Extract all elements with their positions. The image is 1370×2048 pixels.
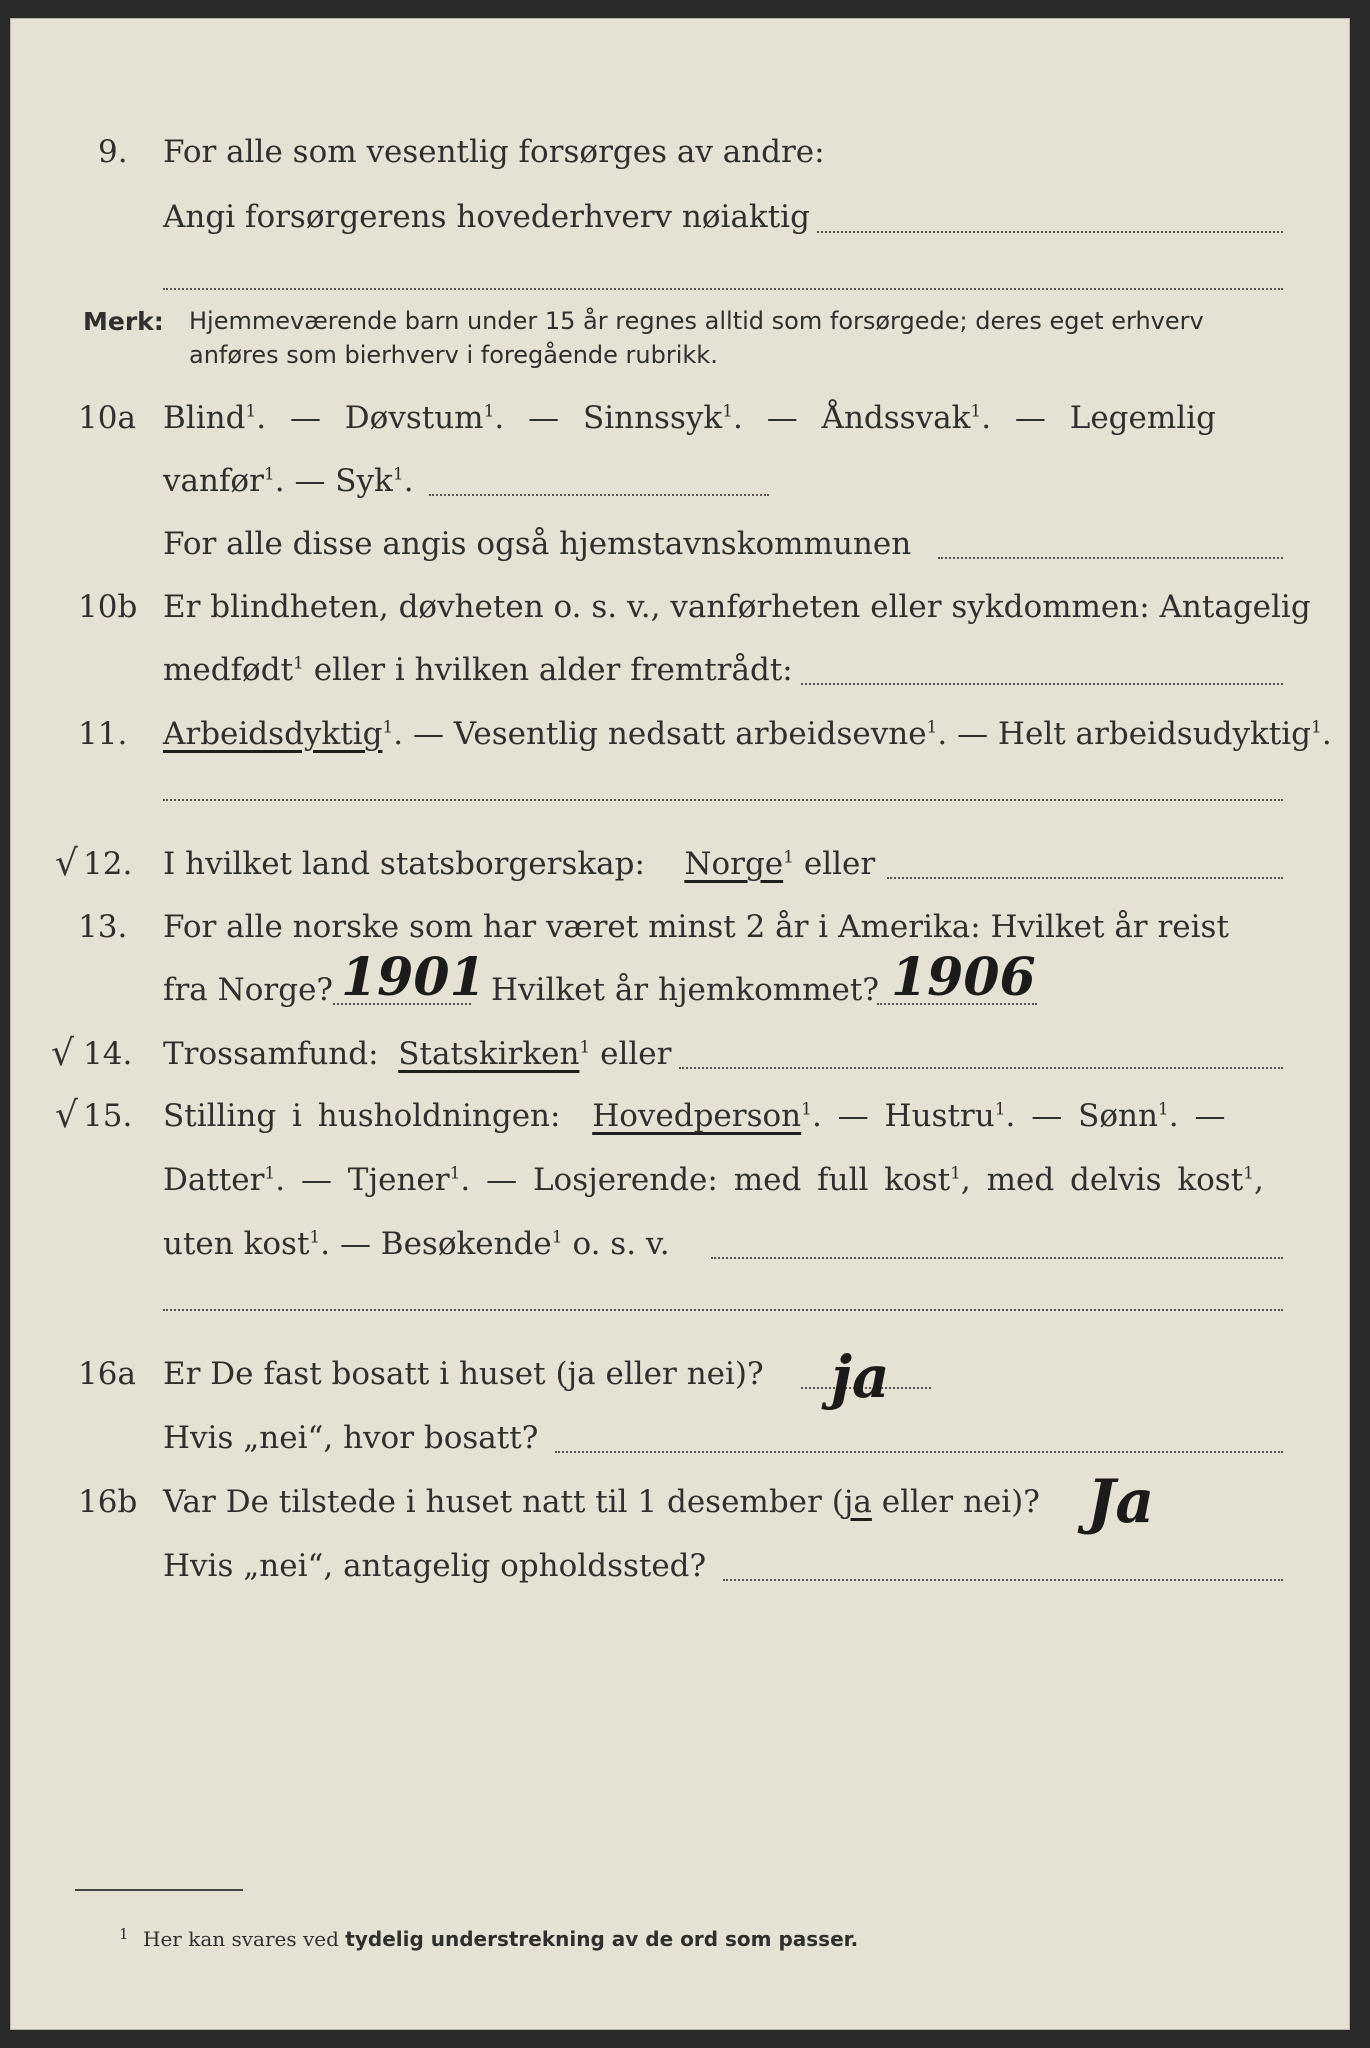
item-number-12: 12.: [83, 846, 133, 882]
merk-line2: anføres som bierhverv i foregående rubrikk.: [189, 341, 718, 369]
item-number-16b: 16b: [78, 1484, 138, 1520]
check-mark-q15: √: [55, 1095, 78, 1136]
item-number-15: 15.: [83, 1098, 133, 1134]
handwritten-1906: 1906: [891, 947, 1036, 1008]
q16b-opholdssted-line[interactable]: [723, 1579, 1283, 1581]
q15-line1: Stilling i husholdningen: Hovedperson$^1$. — Hustru$^1$. — Sønn$^1$. —: [163, 1098, 1226, 1134]
check-mark-q12: √: [55, 843, 78, 884]
item-number-13: 13.: [78, 909, 128, 945]
q12-answer-line[interactable]: [887, 877, 1283, 879]
handwritten-ja-16a: ja: [831, 1343, 890, 1411]
q10a-hjemstavn-line[interactable]: [938, 557, 1283, 559]
q15-answer-line[interactable]: [711, 1257, 1283, 1259]
item-number-14: 14.: [83, 1036, 133, 1072]
q13-line2a: fra Norge?: [163, 972, 334, 1008]
q10b-answer-line[interactable]: [801, 683, 1283, 685]
q10b-line1: Er blindheten, døvheten o. s. v., vanførheten eller sykdommen: Antagelig: [163, 589, 1311, 625]
q12-norge-underlined: Norge: [684, 846, 784, 882]
q16b-line1: Var De tilstede i huset natt til 1 desember (ja eller nei)?: [163, 1484, 1040, 1520]
q15-answer-line-2[interactable]: [163, 1309, 1283, 1311]
q16a-bosatt-line[interactable]: [555, 1451, 1283, 1453]
q12-line: I hvilket land statsborgerskap: Norge$^1$ eller: [163, 846, 876, 882]
handwritten-1901: 1901: [341, 947, 486, 1008]
merk-label: Merk:: [83, 307, 164, 336]
q16a-line1: Er De fast bosatt i huset (ja eller nei)?: [163, 1356, 764, 1392]
q16b-ja-underlined: ja: [843, 1484, 872, 1520]
item-number-16a: 16a: [78, 1356, 136, 1392]
q13-line1: For alle norske som har været minst 2 år i Amerika: Hvilket år reist: [163, 909, 1229, 945]
check-mark-q14: √: [51, 1033, 74, 1074]
q9-line1: For alle som vesentlig forsørges av andre:: [163, 134, 825, 170]
q10a-line2: vanfør$^1$. — Syk$^1$.: [163, 463, 414, 499]
q14-answer-line[interactable]: [679, 1067, 1283, 1069]
q14-line: Trossamfund: Statskirken$^1$ eller: [163, 1036, 672, 1072]
footnote-text: Her kan svares ved tydelig understrekning av de ord som passer.: [143, 1927, 859, 1951]
q9-answer-line[interactable]: [817, 231, 1283, 233]
q14-statskirken-underlined: Statskirken: [398, 1036, 580, 1072]
census-form-page: [10, 18, 1350, 2030]
q10a-line3: For alle disse angis også hjemstavnskommunen: [163, 526, 912, 562]
q13-line2b: Hvilket år hjemkommet?: [491, 972, 879, 1008]
q10a-line1: Blind$^1$. — Døvstum$^1$. — Sinnssyk$^1$. — Åndssvak$^1$. — Legemlig: [163, 400, 1216, 436]
item-number-10a: 10a: [78, 400, 136, 436]
q11-options: Arbeidsdyktig$^1$. — Vesentlig nedsatt arbeidsevne$^1$. — Helt arbeidsudyktig$^1$.: [163, 716, 1332, 752]
handwritten-ja-16b: Ja: [1087, 1467, 1155, 1537]
item-number-11: 11.: [78, 716, 128, 752]
q9-line2: Angi forsørgerens hovederhverv nøiaktig: [163, 199, 810, 235]
q11-arbeidsdyktig-underlined: Arbeidsdyktig: [163, 716, 383, 752]
q15-line2: Datter$^1$. — Tjener$^1$. — Losjerende: med full kost$^1$, med delvis kost$^1$,: [163, 1162, 1264, 1198]
q15-hovedperson-underlined: Hovedperson: [592, 1098, 802, 1134]
q11-answer-line[interactable]: [163, 799, 1283, 801]
q10b-line2: medfødt$^1$ eller i hvilken alder fremtrådt:: [163, 652, 793, 688]
q16a-line2: Hvis „nei“, hvor bosatt?: [163, 1420, 539, 1456]
q9-answer-line-2[interactable]: [163, 288, 1283, 290]
item-number-10b: 10b: [78, 589, 138, 625]
q15-line3: uten kost$^1$. — Besøkende$^1$ o. s. v.: [163, 1226, 670, 1262]
q10a-answer-line[interactable]: [429, 494, 769, 496]
footnote-rule: [75, 1889, 243, 1891]
item-number-9: 9.: [98, 134, 128, 170]
merk-line1: Hjemmeværende barn under 15 år regnes alltid som forsørgede; deres eget erhverv: [189, 307, 1204, 335]
q16b-line2: Hvis „nei“, antagelig opholdssted?: [163, 1548, 707, 1584]
footnote-marker: 1: [119, 1925, 129, 1943]
